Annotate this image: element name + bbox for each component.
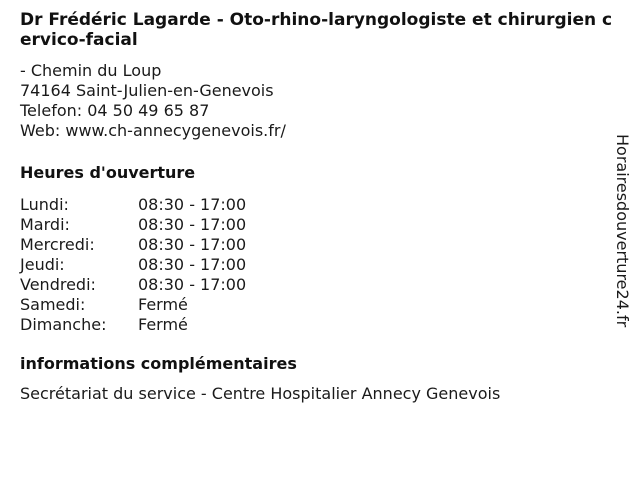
day-label: Jeudi: bbox=[20, 255, 65, 274]
day-hours: Fermé bbox=[138, 295, 188, 314]
website-link[interactable]: Web: www.ch-annecygenevois.fr/ bbox=[20, 121, 286, 140]
hours-row-friday bbox=[20, 275, 246, 295]
hours-row-monday bbox=[20, 195, 246, 215]
day-hours: Fermé bbox=[138, 315, 188, 334]
street-address: - Chemin du Loup bbox=[20, 61, 162, 80]
page-title: Dr Frédéric Lagarde - Oto-rhino-laryngologiste et chirurgien cervico-facial bbox=[20, 10, 613, 50]
day-hours: 08:30 - 17:00 bbox=[138, 195, 247, 214]
site-watermark: Horairesdouverture24.fr bbox=[613, 134, 632, 328]
day-hours: 08:30 - 17:00 bbox=[138, 235, 247, 254]
hours-row-tuesday bbox=[20, 215, 246, 235]
business-listing bbox=[20, 10, 618, 403]
day-label: Vendredi: bbox=[20, 275, 96, 294]
day-label: Samedi: bbox=[20, 295, 86, 314]
hours-row-thursday bbox=[20, 255, 246, 275]
hours-row-saturday bbox=[20, 295, 246, 315]
day-label: Mercredi: bbox=[20, 235, 95, 254]
additional-info-text: Secrétariat du service - Centre Hospitalier Annecy Genevois bbox=[20, 384, 501, 403]
phone-number[interactable]: Telefon: 04 50 49 65 87 bbox=[20, 101, 210, 120]
day-hours: 08:30 - 17:00 bbox=[138, 255, 247, 274]
day-hours: 08:30 - 17:00 bbox=[138, 275, 247, 294]
day-hours: 08:30 - 17:00 bbox=[138, 215, 247, 234]
day-label: Lundi: bbox=[20, 195, 69, 214]
opening-hours-table bbox=[20, 195, 246, 335]
day-label: Mardi: bbox=[20, 215, 70, 234]
additional-info-heading: informations complémentaires bbox=[20, 354, 297, 373]
city-address: 74164 Saint-Julien-en-Genevois bbox=[20, 81, 274, 100]
hours-row-sunday bbox=[20, 315, 246, 335]
opening-hours-heading: Heures d'ouverture bbox=[20, 163, 196, 182]
day-label: Dimanche: bbox=[20, 315, 107, 334]
hours-row-wednesday bbox=[20, 235, 246, 255]
address-block bbox=[20, 61, 618, 141]
